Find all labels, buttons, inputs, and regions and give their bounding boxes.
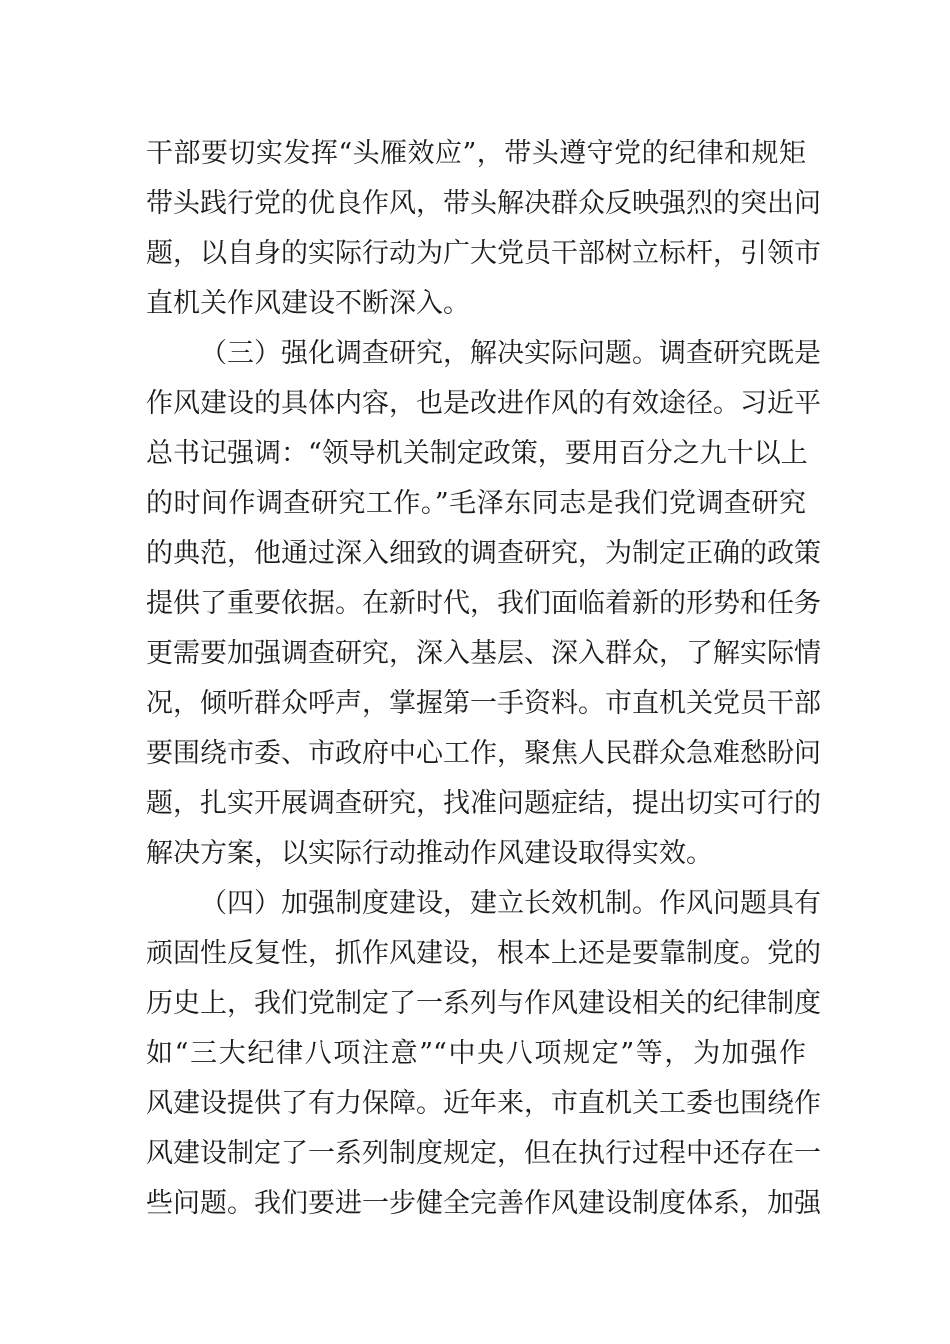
paragraph-heading-line: （四）加强制度建设，建立长效机制。作风问题具有 bbox=[200, 888, 821, 919]
text-line: 解决方案，以实际行动推动作风建设取得实效。 bbox=[146, 838, 713, 869]
text-line: 况，倾听群众呼声，掌握第一手资料。市直机关党员干部 bbox=[146, 688, 821, 719]
text-line: 题，扎实开展调查研究，找准问题症结，提出切实可行的 bbox=[146, 788, 821, 819]
text-line: 风建设制定了一系列制度规定，但在执行过程中还存在一 bbox=[146, 1138, 821, 1169]
text-line: 如“三大纪律八项注意”“中央八项规定”等，为加强作 bbox=[146, 1038, 806, 1069]
text-line: 要围绕市委、市政府中心工作，聚焦人民群众急难愁盼问 bbox=[146, 738, 821, 769]
text-line: 风建设提供了有力保障。近年来，市直机关工委也围绕作 bbox=[146, 1088, 821, 1119]
text-line: 干部要切实发挥“头雁效应”，带头遵守党的纪律和规矩 bbox=[146, 138, 806, 169]
text-line: 带头践行党的优良作风，带头解决群众反映强烈的突出问 bbox=[146, 188, 821, 219]
text-line: 题，以自身的实际行动为广大党员干部树立标杆，引领市 bbox=[146, 238, 821, 269]
text-line: 历史上，我们党制定了一系列与作风建设相关的纪律制度 bbox=[146, 988, 821, 1019]
text-line: 顽固性反复性，抓作风建设，根本上还是要靠制度。党的 bbox=[146, 938, 821, 969]
paragraph-heading-line: （三）强化调查研究，解决实际问题。调查研究既是 bbox=[200, 338, 821, 369]
text-line: 些问题。我们要进一步健全完善作风建设制度体系，加强 bbox=[146, 1188, 821, 1219]
text-line: 直机关作风建设不断深入。 bbox=[146, 288, 470, 319]
text-line: 的典范，他通过深入细致的调查研究，为制定正确的政策 bbox=[146, 538, 821, 569]
text-line: 更需要加强调查研究，深入基层、深入群众，了解实际情 bbox=[146, 638, 821, 669]
text-line: 总书记强调：“领导机关制定政策，要用百分之九十以上 bbox=[146, 438, 808, 469]
text-line: 作风建设的具体内容，也是改进作风的有效途径。习近平 bbox=[146, 388, 821, 419]
text-line: 的时间作调查研究工作。”毛泽东同志是我们党调查研究 bbox=[146, 488, 806, 519]
text-line: 提供了重要依据。在新时代，我们面临着新的形势和任务 bbox=[146, 588, 821, 619]
